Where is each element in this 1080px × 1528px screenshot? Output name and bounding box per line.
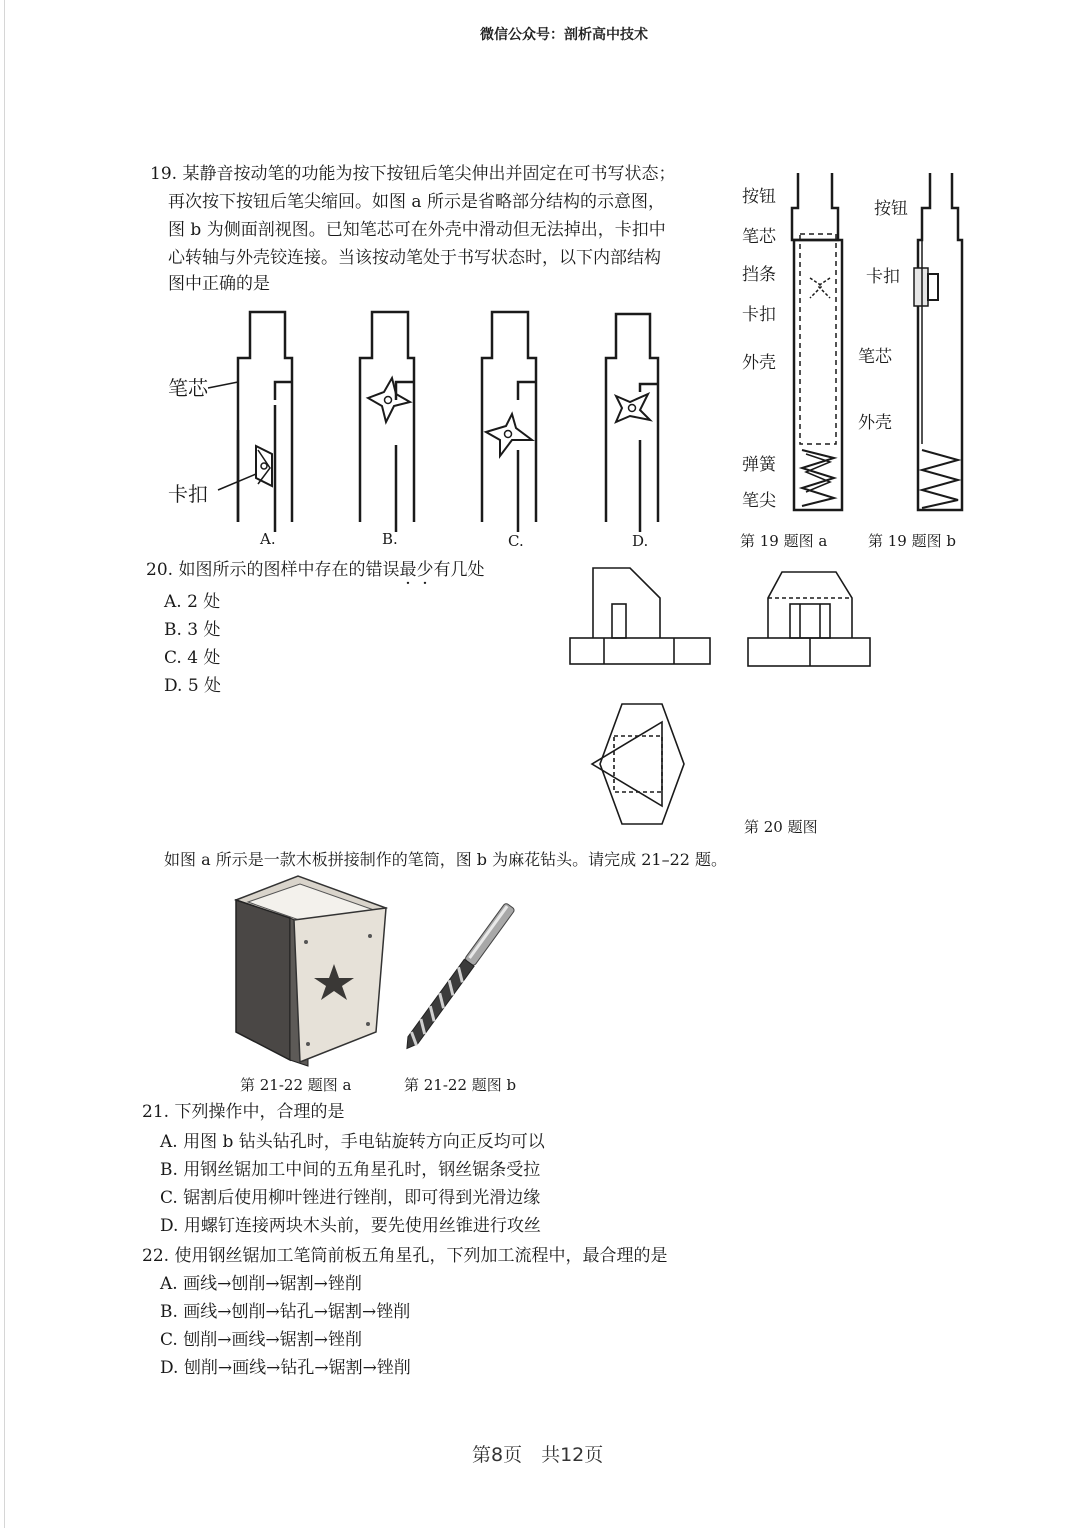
q19a-label-bijian: 笔尖: [742, 491, 776, 511]
q19b-label-bixin: 笔芯: [858, 347, 892, 367]
page-number-footer: 第8页 共12页: [472, 1444, 604, 1466]
q20-stem-pre: 20. 如图所示的图样中存在的错误: [146, 560, 400, 580]
q21-option-b: B. 用钢丝锯加工中间的五角星孔时，钢丝锯条受拉: [160, 1160, 541, 1180]
header-wechat: 微信公众号：剖析高中技术: [480, 27, 648, 43]
q19-caption-b: 第 19 题图 b: [868, 532, 956, 550]
q20-stem-em-2: 少: [416, 560, 434, 580]
q21-option-c: C. 锯割后使用柳叶锉进行锉削，即可得到光滑边缘: [160, 1188, 541, 1208]
q19b-label-waike: 外壳: [858, 413, 892, 433]
q21-option-a: A. 用图 b 钻头钻孔时，手电钻旋转方向正反均可以: [160, 1132, 545, 1152]
q19-choice-figures: [160, 300, 700, 560]
q19b-label-anniu: 按钮: [874, 199, 908, 219]
q20-stem: [146, 556, 484, 584]
q20-three-view-drawing: [560, 560, 880, 850]
q19a-label-tanhuang: 弹簧: [742, 455, 776, 475]
q19-label-bixin: 笔芯: [168, 376, 208, 400]
q19-option-b: B.: [382, 530, 398, 548]
q19-figure-a: [208, 312, 292, 532]
page-edge-line: [4, 0, 5, 1528]
q19-option-a: A.: [260, 530, 276, 548]
fig2122-caption-a: 第 21-22 题图 a: [240, 1076, 352, 1094]
q20-option-a: A. 2 处: [164, 592, 221, 612]
q19a-label-dangtiao: 挡条: [742, 265, 776, 285]
q22-stem: 22. 使用钢丝锯加工笔筒前板五角星孔，下列加工流程中，最合理的是: [142, 1246, 668, 1266]
q19-line-4: 心转轴与外壳铰连接。当该按动笔处于书写状态时，以下内部结构: [168, 248, 661, 268]
q22-option-a: A. 画线→刨削→锯割→锉削: [160, 1274, 362, 1294]
drill-bit-image: [406, 888, 516, 1060]
q19-option-d: D.: [632, 532, 649, 550]
q20-caption: 第 20 题图: [744, 818, 818, 836]
q19-figure-b-pen: [900, 168, 980, 518]
q21-stem: 21. 下列操作中，合理的是: [142, 1102, 345, 1122]
q21-option-d: D. 用螺钉连接两块木头前，要先使用丝锥进行攻丝: [160, 1216, 541, 1236]
q19a-label-kakou: 卡扣: [742, 305, 776, 325]
q19-caption-a: 第 19 题图 a: [740, 532, 828, 550]
q19-figure-d: [606, 314, 658, 532]
q22-option-c: C. 刨削→画线→锯割→锉削: [160, 1330, 362, 1350]
pen-holder-image: [228, 872, 408, 1068]
q19-line-5: 图中正确的是: [168, 274, 270, 294]
q22-option-b: B. 画线→刨削→钻孔→锯割→锉削: [160, 1302, 411, 1322]
q20-option-b: B. 3 处: [164, 620, 221, 640]
q19-figure-c: [482, 312, 536, 532]
q19-option-c: C.: [508, 532, 524, 550]
q20-option-c: C. 4 处: [164, 648, 221, 668]
q19a-label-waike: 外壳: [742, 353, 776, 373]
q22-option-d: D. 刨削→画线→钻孔→锯割→锉削: [160, 1358, 411, 1378]
q19-label-kakou: 卡扣: [168, 482, 208, 506]
q19-line-3: 图 b 为侧面剖视图。已知笔芯可在外壳中滑动但无法掉出，卡扣中: [168, 220, 666, 240]
q20-stem-em-1: 最: [399, 560, 417, 580]
q19-figure-b: [360, 312, 414, 532]
q19-line-1: 19. 某静音按动笔的功能为按下按钮后笔尖伸出并固定在可书写状态；: [150, 164, 676, 184]
q19-line-2: 再次按下按钮后笔尖缩回。如图 a 所示是省略部分结构的示意图，: [168, 192, 665, 212]
q19a-label-anniu: 按钮: [742, 187, 776, 207]
q21-22-intro: 如图 a 所示是一款木板拼接制作的笔筒，图 b 为麻花钻头。请完成 21–22 题。: [164, 850, 728, 869]
q20-stem-post: 有几处: [433, 560, 485, 580]
q19b-label-kakou: 卡扣: [866, 267, 900, 287]
q19a-label-bixin: 笔芯: [742, 227, 776, 247]
fig2122-caption-b: 第 21-22 题图 b: [404, 1076, 517, 1094]
q20-option-d: D. 5 处: [164, 676, 222, 696]
